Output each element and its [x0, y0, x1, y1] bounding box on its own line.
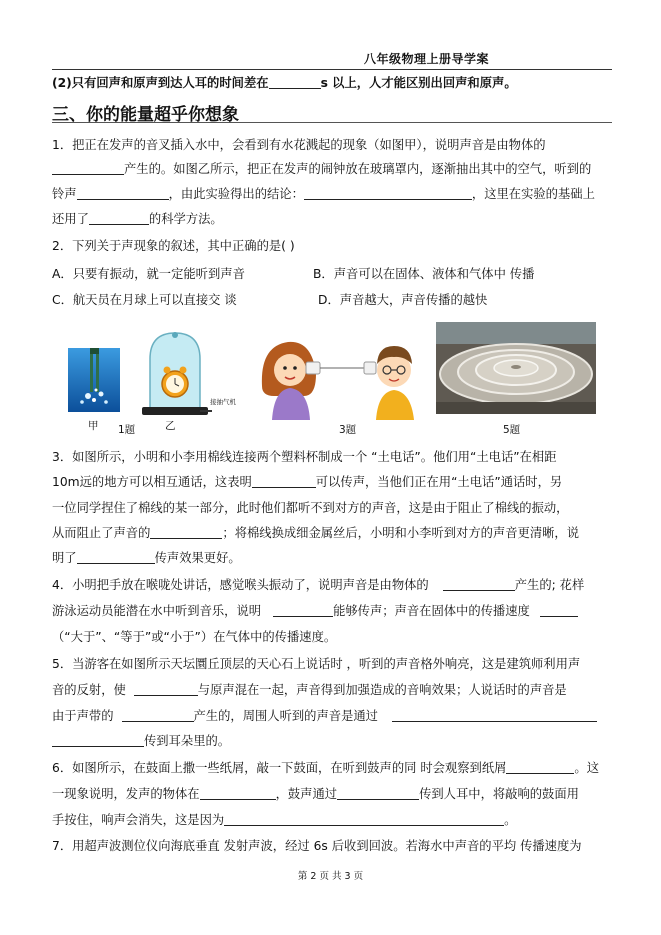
q4-line1-a: 4．小明把手放在喉咙处讲话，感觉喉头振动了，说明声音是由物体的 [52, 578, 429, 592]
label-jia: 甲 [88, 420, 99, 432]
q1-line3-a: 铃声 [52, 187, 77, 201]
q3-line2 [52, 474, 617, 490]
q6-line3-b: 。 [504, 813, 517, 827]
q7-line1: 7．用超声波测位仪向海底垂直 发射声波，经过 6s 后收到回波。若海水中声音的平均 传播速度为 [52, 839, 582, 853]
q5-line2 [52, 682, 617, 698]
q5-line2-b: 与原声混在一起，声音得到加强造成的音响效果；人说话时的声音是 [197, 683, 567, 697]
q3-line1: 3．如图所示，小明和小李用棉线连接两个塑料杯制成一个 “土电话”。他们用“土电话”在相距 [52, 450, 557, 464]
q1-line4 [52, 211, 617, 227]
blank-q1-1 [52, 162, 124, 175]
section-rule [52, 122, 612, 123]
q6-line2-c: 传到人耳中，将敲响的鼓面用 [419, 787, 579, 801]
q1-line3-c: ，这里在实验的基础上 [471, 187, 595, 201]
q6-line1 [52, 760, 617, 776]
q3-line5 [52, 550, 617, 566]
q6-line1-a: 6．如图所示，在鼓面上撒一些纸屑，敲一下鼓面，在听到鼓声的同 时会观察到纸屑 [52, 761, 507, 775]
q3-line5-b: 传声效果更好。 [154, 551, 241, 565]
q4-line1-b: 产生的; 花样 [514, 578, 585, 592]
q1-line4-a: 还用了 [52, 212, 89, 226]
blank-q4-1 [443, 578, 515, 591]
q3-line3: 一位同学捏住了棉线的某一部分，此时他们都听不到对方的声音，这是由于阻止了棉线的振动， [52, 501, 569, 515]
blank-echo-time [269, 76, 321, 89]
q6-line3-a: 手按住，响声会消失，这是因为 [52, 813, 225, 827]
blank-q6-1 [506, 761, 574, 774]
q1-line3-b: ，由此实验得出的结论： [168, 187, 304, 201]
q5-line3 [52, 708, 617, 724]
q1-line4-b: 的科学方法。 [148, 212, 223, 226]
section-title: 三、你的能量超乎你想象 [52, 105, 239, 125]
label-q3-figure: 3题 [339, 424, 357, 436]
q1-line2-text: 产生的。如图乙所示，把正在发声的闹钟放在玻璃罩内，逐渐抽出其中的空气，听到的 [124, 162, 592, 176]
intro-line [52, 75, 617, 91]
tuning-fork-water-figure [68, 348, 120, 412]
q1-line1: 1．把正在发声的音叉插入水中，会看到有水花溅起的现象（如图甲），说明声音是由物体的 [52, 138, 546, 152]
q5-line2-a: 音的反射，使 [52, 683, 126, 697]
q5-line3-b: 产生的，周围人听到的声音是通过 [193, 709, 378, 723]
q3-line2-b: 可以传声，当他们正在用“土电话”通话时，另 [315, 475, 563, 489]
page-footer: 第 2 页 共 3 页 [297, 871, 364, 882]
string-phone-figure [254, 326, 422, 420]
q4-line2-a: 游泳运动员能潜在水中听到音乐，说明 [52, 604, 262, 618]
intro-text-b: s 以上，人才能区别出回声和原声。 [320, 76, 517, 90]
q3-line4-a: 从而阻止了声音的 [52, 526, 151, 540]
q3-line4 [52, 525, 617, 541]
q6-line3 [52, 812, 617, 828]
q6-line2-a: 一现象说明，发声的物体在 [52, 787, 200, 801]
pump-label: 接抽气机 [210, 398, 236, 406]
blank-q5-4 [52, 734, 144, 747]
q3-line5-a: 明了 [52, 551, 77, 565]
q2-option-c: C．航天员在月球上可以直接交 谈 [52, 293, 237, 307]
q4-line3: （“大于”、“等于”或“小于”）在气体中的传播速度。 [52, 630, 337, 644]
blank-q3-2 [150, 526, 222, 539]
page-header: 八年级物理上册导学案 [364, 52, 490, 66]
blank-q6-2 [200, 787, 276, 800]
blank-q3-1 [252, 475, 316, 488]
q4-line2-b: 能够传声；声音在固体中的传播速度 [333, 604, 530, 618]
blank-q1-3 [304, 187, 472, 200]
blank-q3-3 [77, 551, 155, 564]
blank-q6-4 [224, 813, 504, 826]
q2-option-a: A．只要有振动，就一定能听到声音 [52, 267, 245, 281]
blank-q5-2 [122, 709, 194, 722]
q6-line2-b: ，鼓声通过 [275, 787, 338, 801]
q5-line3-a: 由于声带的 [52, 709, 114, 723]
q4-line2 [52, 603, 617, 619]
label-q5-figure: 5题 [503, 424, 521, 436]
q3-line2-a: 10m远的地方可以相互通话，这表明 [52, 475, 252, 489]
temple-altar-figure [436, 322, 596, 414]
blank-q5-3 [392, 709, 597, 722]
q5-line1: 5．当游客在如图所示天坛圜丘顶层的天心石上说话时 ，听到的声音格外响亮，这是建筑师利用声 [52, 657, 581, 671]
q1-line2 [52, 161, 617, 177]
q4-line1 [52, 577, 617, 593]
intro-text-a: (2)只有回声和原声到达人耳的时间差在 [52, 76, 269, 90]
q6-line1-b: 。这 [574, 761, 600, 775]
q5-line4-text: 传到耳朵里的。 [144, 734, 231, 748]
q1-line3 [52, 186, 617, 202]
q2-option-d: D．声音越大，声音传播的越快 [318, 293, 488, 307]
q5-line4 [52, 733, 617, 749]
bell-jar-figure [138, 329, 212, 417]
q3-line4-b: ；将棉线换成细金属丝后，小明和小李听到对方的声音更清晰，说 [222, 526, 580, 540]
blank-q5-1 [134, 683, 198, 696]
blank-q1-2 [77, 187, 169, 200]
header-rule [52, 69, 612, 70]
blank-q1-4 [89, 212, 149, 225]
blank-q6-3 [337, 787, 419, 800]
q6-line2 [52, 786, 617, 802]
blank-q4-2 [273, 604, 333, 617]
label-q1-figure: 1题 [118, 424, 136, 436]
q2-stem: 2．下列关于声现象的叙述，其中正确的是( ) [52, 239, 295, 253]
blank-q4-3 [540, 604, 578, 617]
q2-option-b: B．声音可以在固体、液体和气体中 传播 [313, 267, 535, 281]
label-yi: 乙 [165, 420, 176, 432]
